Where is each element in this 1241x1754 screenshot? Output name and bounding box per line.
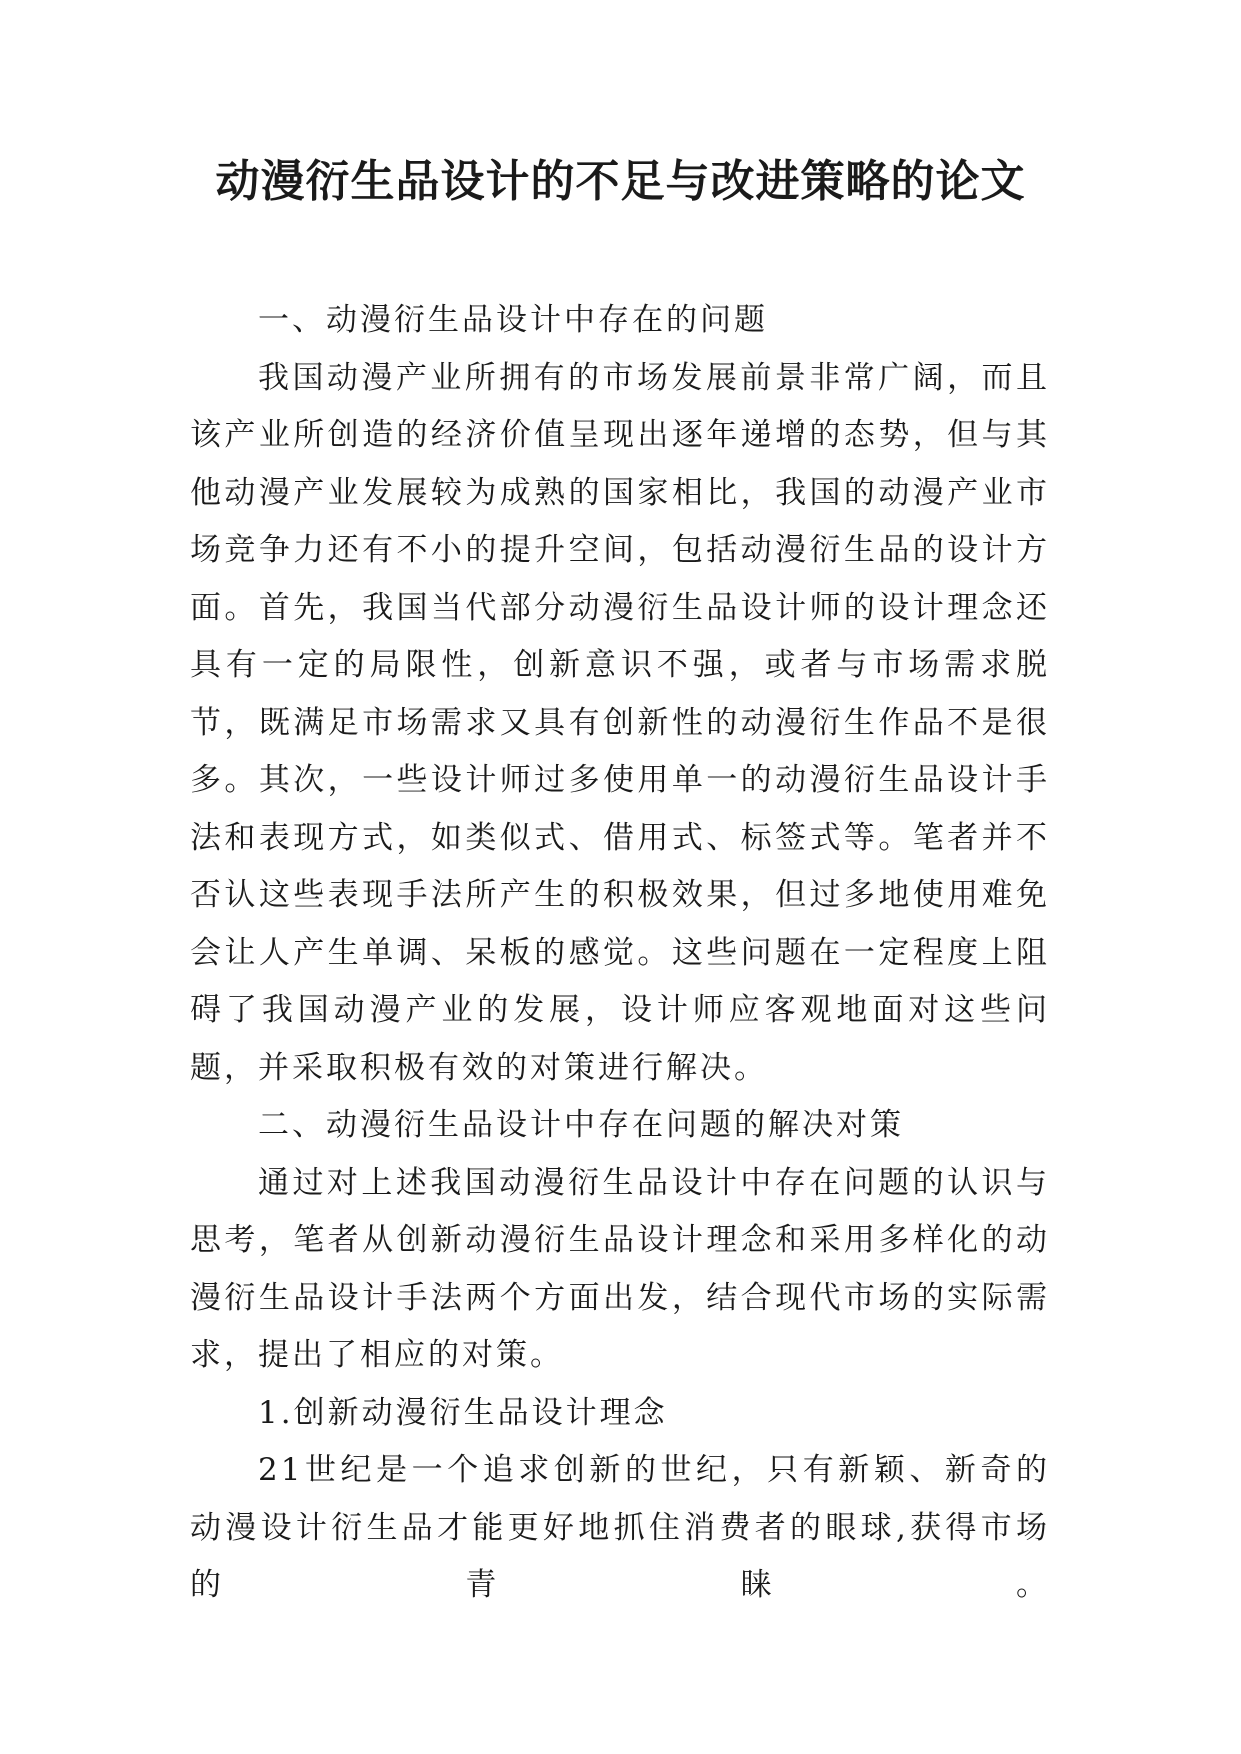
subsection-heading-1: 1.创新动漫衍生品设计理念: [258, 1394, 668, 1431]
section-heading-2: 二、动漫衍生品设计中存在问题的解决对策: [258, 1107, 904, 1143]
paragraph-1: 我国动漫产业所拥有的市场发展前景非常广阔，而且该产业所创造的经济价值呈现出逐年递增的态势，但与其他动漫产业发展较为成熟的国家相比，我国的动漫产业市场竞争力还有不小的提升空间，包括动漫衍生品的设计方面。首先，我国当代部分动漫衍生品设计师的设计理念还具有一定的局限性，创新意识不强，或者与市场需求脱节，既满足市场需求又具有创新性的动漫衍生作品不是很多。其次，一些设计师过多使用单一的动漫衍生品设计手法和表现方式，如类似式、借用式、标签式等。笔者并不否认这些表现手法所产生的积极效果，但过多地使用难免会让人产生单调、呆板的感觉。这些问题在一定程度上阻碍了我国动漫产业的发展，设计师应客观地面对这些问题，并采取积极有效的对策进行解决。: [190, 359, 1050, 1086]
section-heading-1: 一、动漫衍生品设计中存在的问题: [258, 302, 768, 338]
paragraph-3: 21世纪是一个追求创新的世纪，只有新颖、新奇的动漫设计衍生品才能更好地抓住消费者的眼球,获得市场的青睐。: [190, 1452, 1050, 1603]
page-title: 动漫衍生品设计的不足与改进策略的论文: [215, 156, 1026, 207]
paragraph-2: 通过对上述我国动漫衍生品设计中存在问题的认识与思考，笔者从创新动漫衍生品设计理念和采用多样化的动漫衍生品设计手法两个方面出发，结合现代市场的实际需求，提出了相应的对策。: [190, 1164, 1050, 1373]
document-body: [190, 292, 1050, 1615]
